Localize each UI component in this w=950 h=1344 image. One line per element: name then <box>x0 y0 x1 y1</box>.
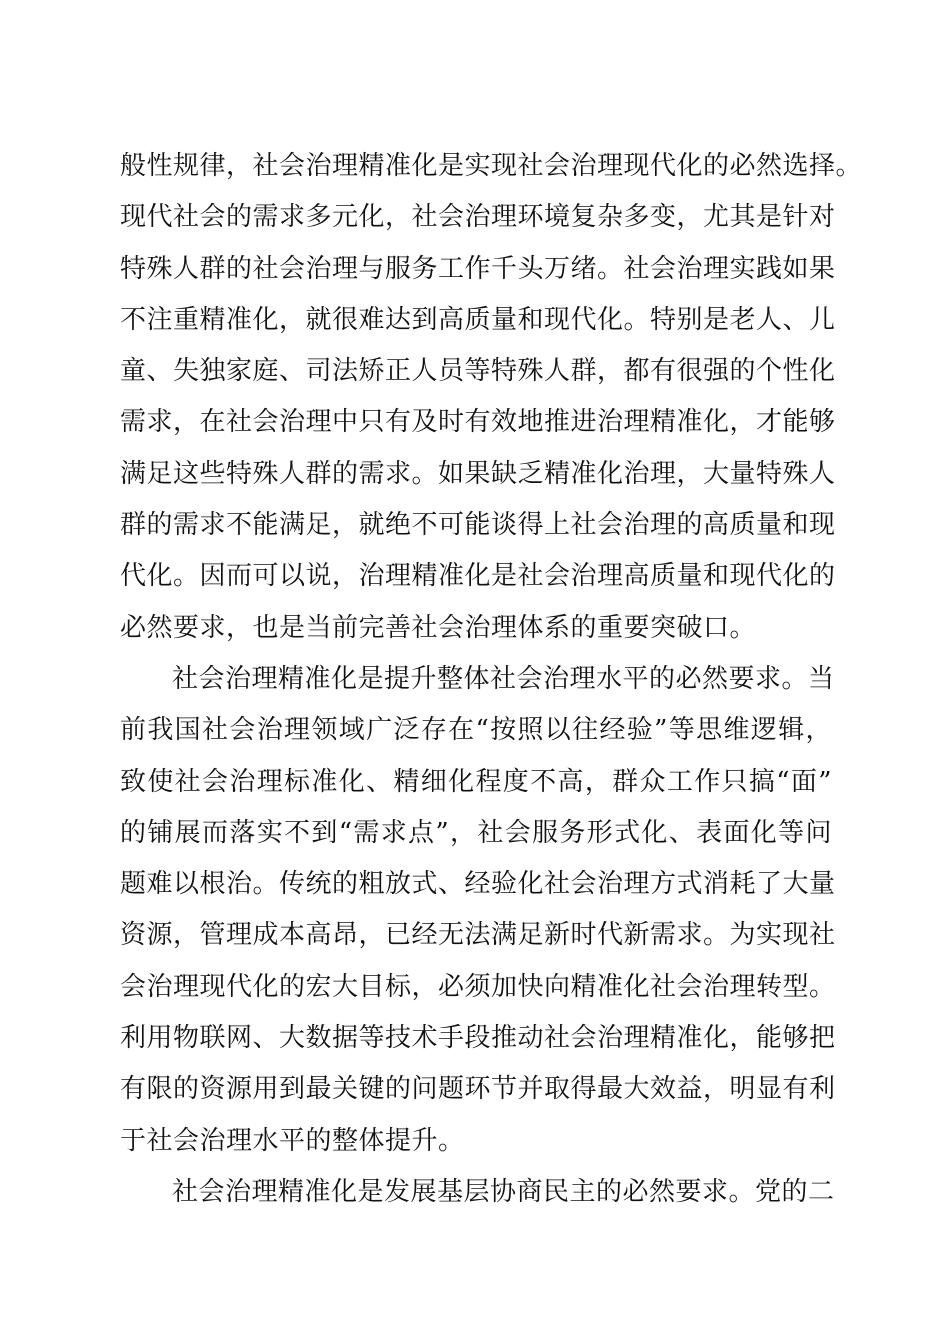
text-line: 于社会治理水平的整体提升。 <box>120 1125 465 1156</box>
text-line: 需求，在社会治理中只有及时有效地推进治理精准化，才能够 <box>120 407 836 438</box>
text-line: 前我国社会治理领域广泛存在“按照以往经验”等思维逻辑， <box>120 715 832 746</box>
body-text <box>120 141 863 1218</box>
text-line: 代化。因而可以说，治理精准化是社会治理高质量和现代化的 <box>120 561 836 592</box>
text-line: 般性规律，社会治理精准化是实现社会治理现代化的必然选择。 <box>120 151 863 181</box>
text-line: 的铺展而落实不到“需求点”，社会服务形式化、表面化等问 <box>120 817 832 848</box>
text-line: 题难以根治。传统的粗放式、经验化社会治理方式消耗了大量 <box>120 869 836 900</box>
text-line: 利用物联网、大数据等技术手段推动社会治理精准化，能够把 <box>120 1023 836 1054</box>
paragraph-first-line: 社会治理精准化是发展基层协商民主的必然要求。党的二 <box>172 1176 835 1207</box>
text-line: 满足这些特殊人群的需求。如果缺乏精准化治理，大量特殊人 <box>120 458 836 489</box>
paragraph-first-line: 社会治理精准化是提升整体社会治理水平的必然要求。当 <box>172 663 835 694</box>
text-line: 群的需求不能满足，就绝不可能谈得上社会治理的高质量和现 <box>120 510 836 541</box>
text-line: 致使社会治理标准化、精细化程度不高，群众工作只搞“面” <box>120 766 832 797</box>
text-line: 会治理现代化的宏大目标，必须加快向精准化社会治理转型。 <box>120 971 836 1002</box>
text-line: 现代社会的需求多元化，社会治理环境复杂多变，尤其是针对 <box>120 202 836 233</box>
text-line: 必然要求，也是当前完善社会治理体系的重要突破口。 <box>120 612 757 643</box>
text-line: 资源，管理成本高昂，已经无法满足新时代新需求。为实现社 <box>120 920 836 951</box>
text-line: 不注重精准化，就很难达到高质量和现代化。特别是老人、儿 <box>120 304 836 335</box>
text-line: 童、失独家庭、司法矫正人员等特殊人群，都有很强的个性化 <box>120 356 836 387</box>
text-line: 有限的资源用到最关键的问题环节并取得最大效益，明显有利 <box>120 1074 836 1105</box>
text-line: 特殊人群的社会治理与服务工作千头万绪。社会治理实践如果 <box>120 253 836 284</box>
